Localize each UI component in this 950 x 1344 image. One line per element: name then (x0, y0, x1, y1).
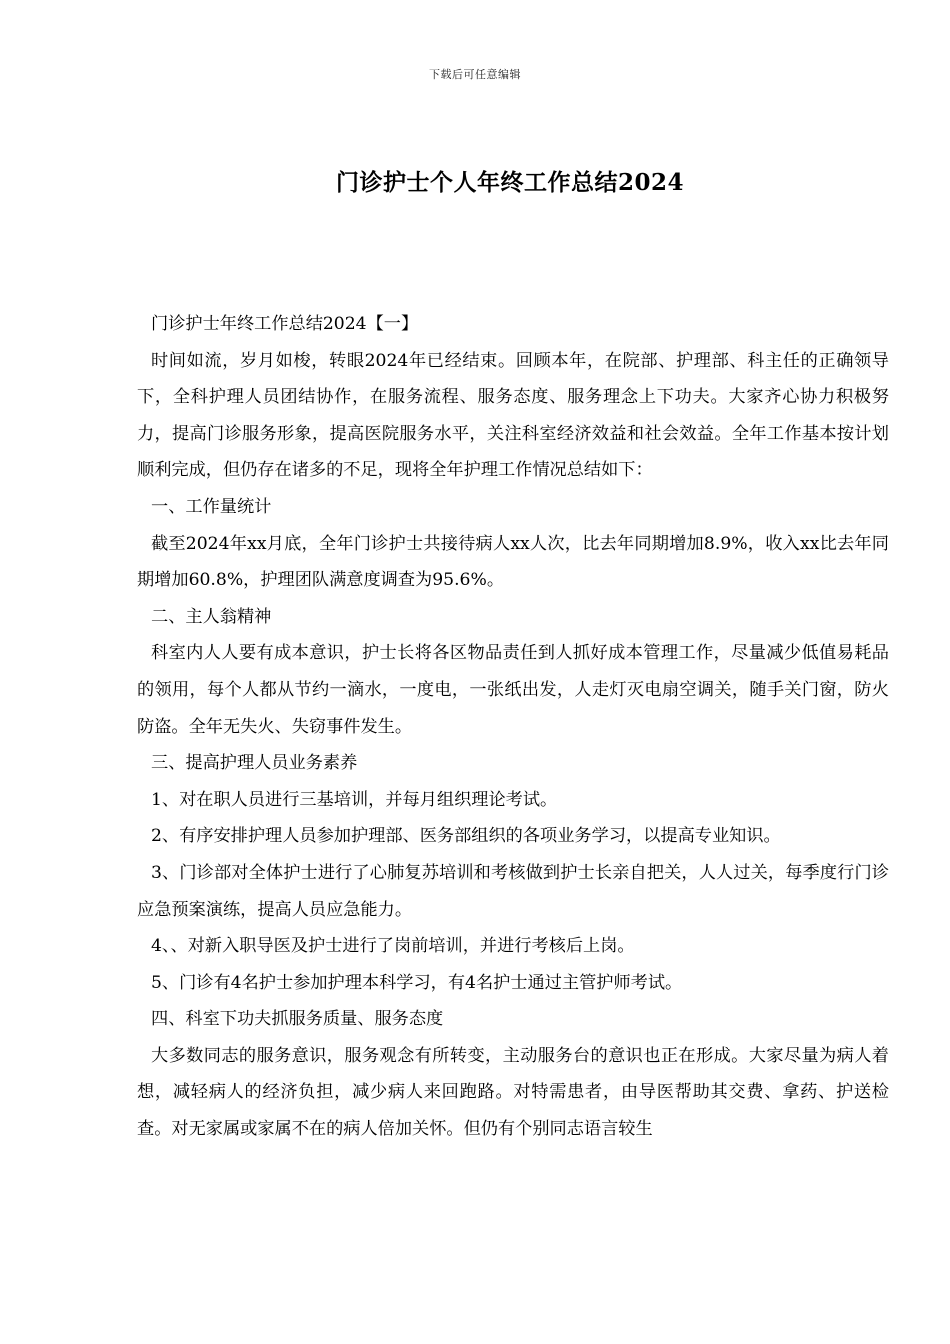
section-subtitle: 门诊护士年终工作总结2024【一】 (151, 314, 419, 334)
list-item-1: 1、对在职人员进行三基培训，并每月组织理论考试。 (151, 789, 558, 810)
document-title: 门诊护士个人年终工作总结2024 (335, 169, 684, 196)
list-item-4: 4、、对新入职导医及护士进行了岗前培训，并进行考核后上岗。 (151, 936, 635, 957)
section-heading-3: 三、提高护理人员业务素养 (151, 753, 358, 774)
list-item-3: 3、门诊部对全体护士进行了心肺复苏培训和考核做到护士长亲自把关，人人过关，每季度行门诊应急预案演练，提高人员应急能力。 (137, 862, 889, 920)
section-heading-4: 四、科室下功夫抓服务质量、服务态度 (151, 1009, 444, 1030)
paragraph-workload: 截至2024年xx月底，全年门诊护士共接待病人xx人次，比去年同期增加8.9%，收入xx比去年同期增加60.8%，护理团队满意度调查为95.6%。 (137, 533, 889, 591)
list-item-5: 5、门诊有4名护士参加护理本科学习，有4名护士通过主管护师考试。 (151, 972, 683, 993)
document-body (137, 306, 889, 1148)
paragraph-ownership: 科室内人人要有成本意识，护士长将各区物品责任到人抓好成本管理工作，尽量减少低值易耗品的领用，每个人都从节约一滴水，一度电，一张纸出发，人走灯灭电扇空调关，随手关门窗，防火防盗。全年无失火、失窃事件发生。 (137, 643, 889, 737)
section-heading-2: 二、主人翁精神 (151, 606, 272, 627)
header-note: 下载后可任意编辑 (429, 68, 521, 81)
section-heading-1: 一、工作量统计 (151, 496, 272, 517)
paragraph-service: 大多数同志的服务意识，服务观念有所转变，主动服务台的意识也正在形成。大家尽量为病人着想，减轻病人的经济负担，减少病人来回跑路。对特需患者，由导医帮助其交费、拿药、护送检查。对无家属或家属不在的病人倍加关怀。但仍有个别同志语言较生 (137, 1045, 889, 1140)
paragraph-intro: 时间如流，岁月如梭，转眼2024年已经结束。回顾本年，在院部、护理部、科主任的正确领导下，全科护理人员团结协作，在服务流程、服务态度、服务理念上下功夫。大家齐心协力积极努力，提高门诊服务形象，提高医院服务水平，关注科室经济效益和社会效益。全年工作基本按计划顺利完成，但仍存在诸多的不足，现将全年护理工作情况总结如下： (137, 350, 889, 481)
list-item-2: 2、有序安排护理人员参加护理部、医务部组织的各项业务学习，以提高专业知识。 (151, 826, 781, 847)
